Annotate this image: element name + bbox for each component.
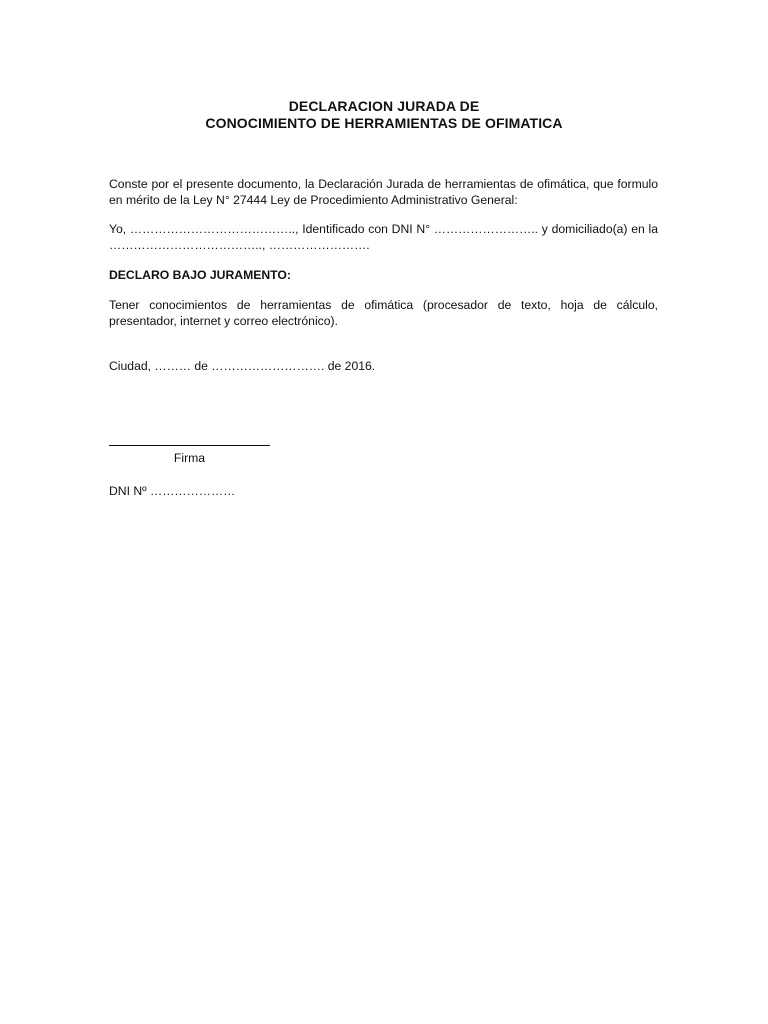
signature-line: [109, 445, 270, 446]
declaration-heading: DECLARO BAJO JURAMENTO:: [109, 268, 291, 282]
document-title-line-1: DECLARACION JURADA DE: [288, 98, 480, 114]
dni-line: DNI Nº …………………: [109, 484, 236, 498]
declaration-paragraph: Tener conocimientos de herramientas de ofimática (procesador de texto, hoja de cálculo, presentador, internet y correo electrónico).: [109, 298, 658, 328]
signature-label: Firma: [173, 451, 206, 465]
document-title-line-2: CONOCIMIENTO DE HERRAMIENTAS DE OFIMATICA: [205, 115, 563, 131]
identity-paragraph: Yo, ………………………………….., Identificado con DNI N° …………………….. y domiciliado(a) en la ……………………………….., …………………….: [109, 222, 658, 252]
city-date-line: Ciudad, ……… de ………………………. de 2016.: [109, 359, 376, 373]
intro-paragraph: Conste por el presente documento, la Declaración Jurada de herramientas de ofimática, que formulo en mérito de la Ley N° 27444 Ley de Procedimiento Administrativo General:: [109, 177, 658, 207]
